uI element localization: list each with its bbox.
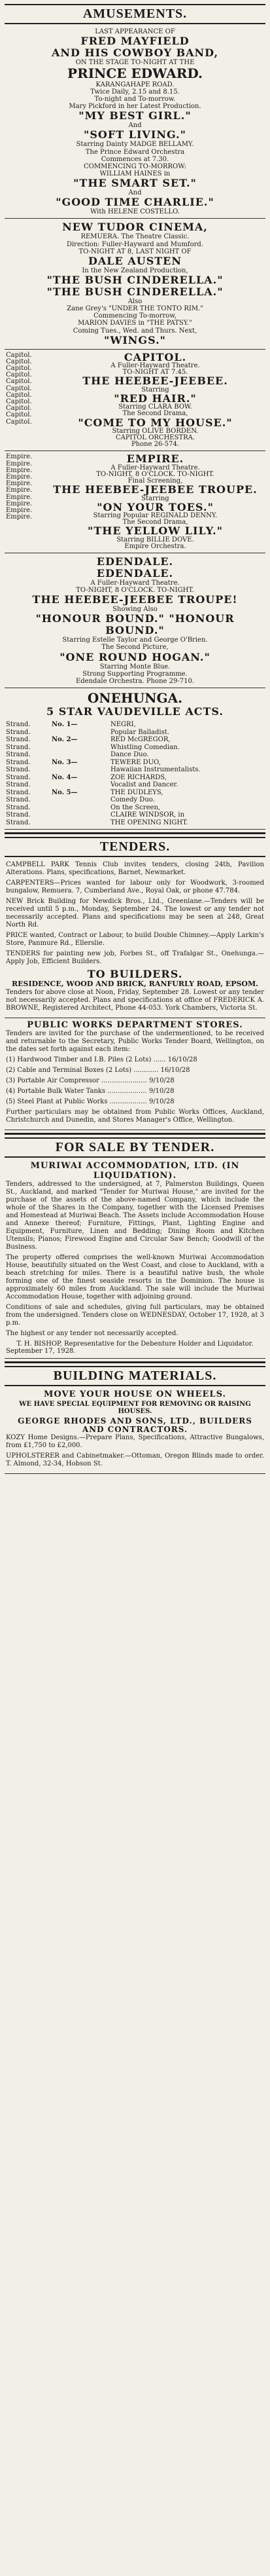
strand-row — [6, 781, 264, 789]
act-name-cell: On the Screen, — [110, 803, 161, 811]
act-number-cell: No. 4— — [52, 773, 78, 781]
strand-row — [6, 721, 264, 729]
act-name-cell: Popular Balladist. — [110, 728, 169, 736]
venue-cell: Strand. — [6, 803, 31, 811]
act-number-cell — [52, 751, 110, 759]
act-number-cell: No. 3— — [52, 758, 78, 766]
strand-row — [6, 774, 264, 782]
act-name-cell: Vocalist and Dancer. — [110, 781, 178, 789]
new-tudor-ad: NEW TUDOR CINEMA, REMUERA. The Theatre Classic. Direction: Fuller-Hayward and Mumford. TO-NIGHT AT 8, LAST NIGHT OF DALE AUSTEN In the New Zealand Production, "THE BUSH CINDERELLA." "THE BUSH CINDERELLA." Also Zane Grey's "UNDER THE TONTO RIM." Commencing To-morrow, MARION DAVIES in "THE PATSY." Coming Tues., Wed. and Thurs. Next, "WINGS." — [5, 219, 265, 349]
venue-cell: Strand. — [6, 819, 31, 826]
act-name-cell: CLAIRE WINDSOR, in — [110, 811, 185, 819]
act-name-cell: THE DUDLEYS, — [110, 788, 163, 796]
venue-cell: Strand. — [6, 788, 31, 796]
strand-row — [6, 736, 264, 744]
act-number-cell — [52, 729, 110, 737]
public-works-ad: PUBLIC WORKS DEPARTMENT STORES. Tenders are invited for the purchase of the undermentioned, to be received and returnable to the Secretary, Public Works Tender Board, Wellington, on the dates set forth against each item: (1) Hardwood Timber and I.B. Piles (2 Lots) ...... 16/10/28 (2) Cable and Terminal Boxes (2 Lots) ............ 16/10/28 (3) Portable Air Compressor ...................... 9/10/28 (4) Portable Bulk Water Tanks ................... 9/10/28 (5) Steel Plant at Public Works .................. 9/10/28 Further particulars may be obtained from Public Works Offices, Auckland, Christchurch and Dunedin, and Stores Manager's Office, Wellington. — [5, 1018, 265, 1131]
prince-edward-ad: LAST APPEARANCE OF FRED MAYFIELD AND HIS COWBOY BAND, ON THE STAGE TO-NIGHT AT THE PRINCE EDWARD. KARANGAHAPE ROAD. Twice Daily, 2.15 and 8.15. To-night and To-morrow. Mary Pickford in her Latest Production. "MY BEST GIRL." And "SOFT LIVING." Starring Dainty MADGE BELLAMY. The Prince Edward Orchestra Commences at 7.30. COMMENCING TO-MORROW: WILLIAM HAINES in "THE SMART SET." And "GOOD TIME CHARLIE." With HELENE COSTELLO. — [5, 26, 265, 219]
venue-cell: Strand. — [6, 758, 31, 766]
capitol-ad: Capitol. Capitol. Capitol. Capitol. Capitol. Capitol. Capitol. Capitol. Capitol. Capitol. Capitol. CAPITOL. A Fuller-Hayward Theatre. TO-NIGHT AT 7.45. THE HEEBEE-JEEBEE. Starring "RED HAIR." Starring CLARA BOW. The Second Drama, "COME TO MY HOUSE." Starring OLIVE BORDEN. CAPITOL ORCHESTRA. Phone 26-574. — [5, 350, 265, 452]
act-number-cell — [52, 744, 110, 752]
venue-cell: Strand. — [6, 751, 31, 759]
strand-row — [6, 789, 264, 797]
act-name-cell: Comedy Duo. — [110, 796, 155, 804]
act-name-cell: TEWERE DUO, — [110, 758, 161, 766]
act-number-cell: No. 5— — [52, 788, 78, 796]
building-listings: MOVE YOUR HOUSE ON WHEELS. WE HAVE SPECIAL EQUIPMENT FOR REMOVING OR RAISING HOUSES. GEORGE RHODES AND SONS, LTD., BUILDERS AND CONTRACTORS. KOZY Home Designs.—Prepare Plans, Specifications, Attractive Bungalows, from £1,750 to £2,000. UPHOLSTERER and Cabinetmaker.—Ottoman, Oregon Blinds made to order. T. Almond, 32-34, Hobson St. — [5, 1388, 265, 1475]
empire-ad: Empire. Empire. Empire. Empire. Empire. Empire. Empire. Empire. Empire. Empire. EMPIRE. A Fuller-Hayward Theatre. TO-NIGHT, 8 O'CLOCK. TO-NIGHT. Final Screening, THE HEEBEE-JEEBEE TROUPE. Starring "ON YOUR TOES." Starring Popular REGINALD DENNY. The Second Drama, "THE YELLOW LILY." Starring BILLIE DOVE. Empire Orchestra. — [5, 451, 265, 553]
act-name-cell: THE OPENING NIGHT. — [110, 819, 188, 826]
venue-cell: Strand. — [6, 811, 31, 819]
sale-heading: FOR SALE BY TENDER. — [5, 1137, 265, 1158]
act-name-cell: NEGRI, — [110, 721, 136, 729]
building-heading: BUILDING MATERIALS. — [5, 1366, 265, 1386]
strand-row — [6, 811, 264, 819]
venue-cell: Strand. — [6, 773, 31, 781]
act-number-cell: No. 2— — [52, 736, 78, 744]
strand-row — [6, 729, 264, 737]
act-name-cell: Whistling Comedian. — [110, 743, 180, 751]
strand-row — [6, 766, 264, 774]
strand-row — [6, 796, 264, 804]
act-name-cell: Hawaiian Instrumentalists. — [110, 766, 201, 774]
strand-row — [6, 804, 264, 812]
strand-row — [6, 744, 264, 752]
act-number-cell — [52, 781, 110, 789]
act-number-cell — [52, 811, 110, 819]
venue-cell: Strand. — [6, 728, 31, 736]
venue-cell: Strand. — [6, 766, 31, 774]
muriwai-ad: MURIWAI ACCOMMODATION, LTD. (IN LIQUIDATION). Tenders, addressed to the undersigned, at 7, Palmerston Buildings, Queen St., Auckland, and marked "Tender for Muriwai House," are invited for the purchase of the assets of the above-named Company, which include the whole of the Shares in the Company, together with the Licensed Premises and Homestead at Muriwai Beach. The Assets include Accommodation House and Annexe thereof; Furniture, Fittings, Plant, Lighting Engine and Equipment, Furniture, Linen and Bedding; Dining Room and Kitchen Utensils; Pianos; Firewood Engine and Circular Saw Bench; Goodwill of the Business. The property offered comprises the well-known Muriwai Accommodation House, beautifully situated on the West Coast, and close to Auckland, with a beach stretching for miles. There is a beautiful native bush, the whole forming one of the finest seaside resorts in the Dominion. The house is approximately 60 miles from Auckland. The sale will include the Muriwai Accommodation House, together with adjoining ground. Conditions of sale and schedules, giving full particulars, may be obtained from the undersigned. Tenders close on WEDNESDAY, October 17, 1928, at 3 p.m. The highest or any tender not necessarily accepted. T. H. BISHOP, Representative for the Debenture Holder and Liquidator. September 17, 1928. — [5, 1159, 265, 1358]
act-name-cell: Dance Duo. — [110, 751, 149, 759]
edendale-ad: EDENDALE. EDENDALE. A Fuller-Hayward Theatre. TO-NIGHT, 8 O'CLOCK. TO-NIGHT. THE HEEBEE-JEEBEE TROUPE! Showing Also "HONOUR BOUND." "HONOUR BOUND." Starring Estelle Taylor and George O'Brien. The Second Picture, "ONE ROUND HOGAN." Starring Monte Blue. Strong Supporting Programme. Edendale Orchestra. Phone 29-710. — [5, 553, 265, 688]
act-number-cell — [52, 804, 110, 812]
act-number-cell — [52, 766, 110, 774]
onehunga-strand-ad: ONEHUNGA. 5 STAR VAUDEVILLE ACTS. Strand. No. 1— NEGRI, Strand. Popular Balladist. Strand. No. 2— RED McGREGOR, Strand. Whistling Comedian. Strand. Dance Duo. Strand. No. 3— TEWERE DUO, Strand. Hawaiian Instrumentalists. Strand. No. 4— ZOE RICHARDS, Strand. Vocalist and Dancer. Strand. No. 5— THE DUDLEYS, Strand. Comedy Duo. Strand. On the Screen, Strand. CLAIRE WINDSOR, in Strand. THE OPENING NIGHT. — [5, 688, 265, 830]
strand-row — [6, 759, 264, 767]
venue-cell: Strand. — [6, 743, 31, 751]
tenders-listings: CAMPBELL PARK Tennis Club invites tenders, closing 24th, Pavilion Alterations. Plans, specifications, Barnet, Newmarket. CARPENTERS—Prices wanted for labour only for Woodwork, 3-roomed bungalow, Remuera. 7, Cumberland Ave., Royal Oak, or phone 47.784. NEW Brick Building for Newdick Bros., Ltd., Greenlane.—Tenders will be received until 5 p.m., Monday, September 24. The lowest or any tender not necessarily accepted. Plans and specifications may be seen at 248, Great North Rd. PRICE wanted, Contract or Labour, to build Double Chimney.—Apply Larkin's Store, Panmure Rd., Ellerslie. TENDERS for painting new job, Forbes St., off Trafalgar St., Onehunga.—Apply Job, Efficient Builders. TO BUILDERS. RESIDENCE, WOOD AND BRICK, RANFURLY ROAD, EPSOM. Tenders for above close at Noon, Friday, September 28. Lowest or any tender not necessarily accepted. Plans and specifications at office of FREDERICK A. BROWNE, Registered Architect, Phone 44-053. York Chambers, Victoria St. — [5, 858, 265, 1018]
act-name-cell: RED McGREGOR, — [110, 736, 171, 744]
venue-cell: Strand. — [6, 781, 31, 789]
amusements-heading: AMUSEMENTS. — [5, 4, 265, 24]
venue-cell: Strand. — [6, 736, 31, 744]
venue-cell: Strand. — [6, 796, 31, 804]
strand-row — [6, 819, 264, 827]
act-number-cell — [52, 819, 110, 827]
strand-row — [6, 751, 264, 759]
act-number-cell: No. 1— — [52, 721, 78, 729]
tenders-heading: TENDERS. — [5, 837, 265, 857]
act-number-cell — [52, 796, 110, 804]
venue-cell: Strand. — [6, 721, 31, 729]
act-name-cell: ZOE RICHARDS, — [110, 773, 167, 781]
newspaper-page — [5, 0, 265, 1500]
